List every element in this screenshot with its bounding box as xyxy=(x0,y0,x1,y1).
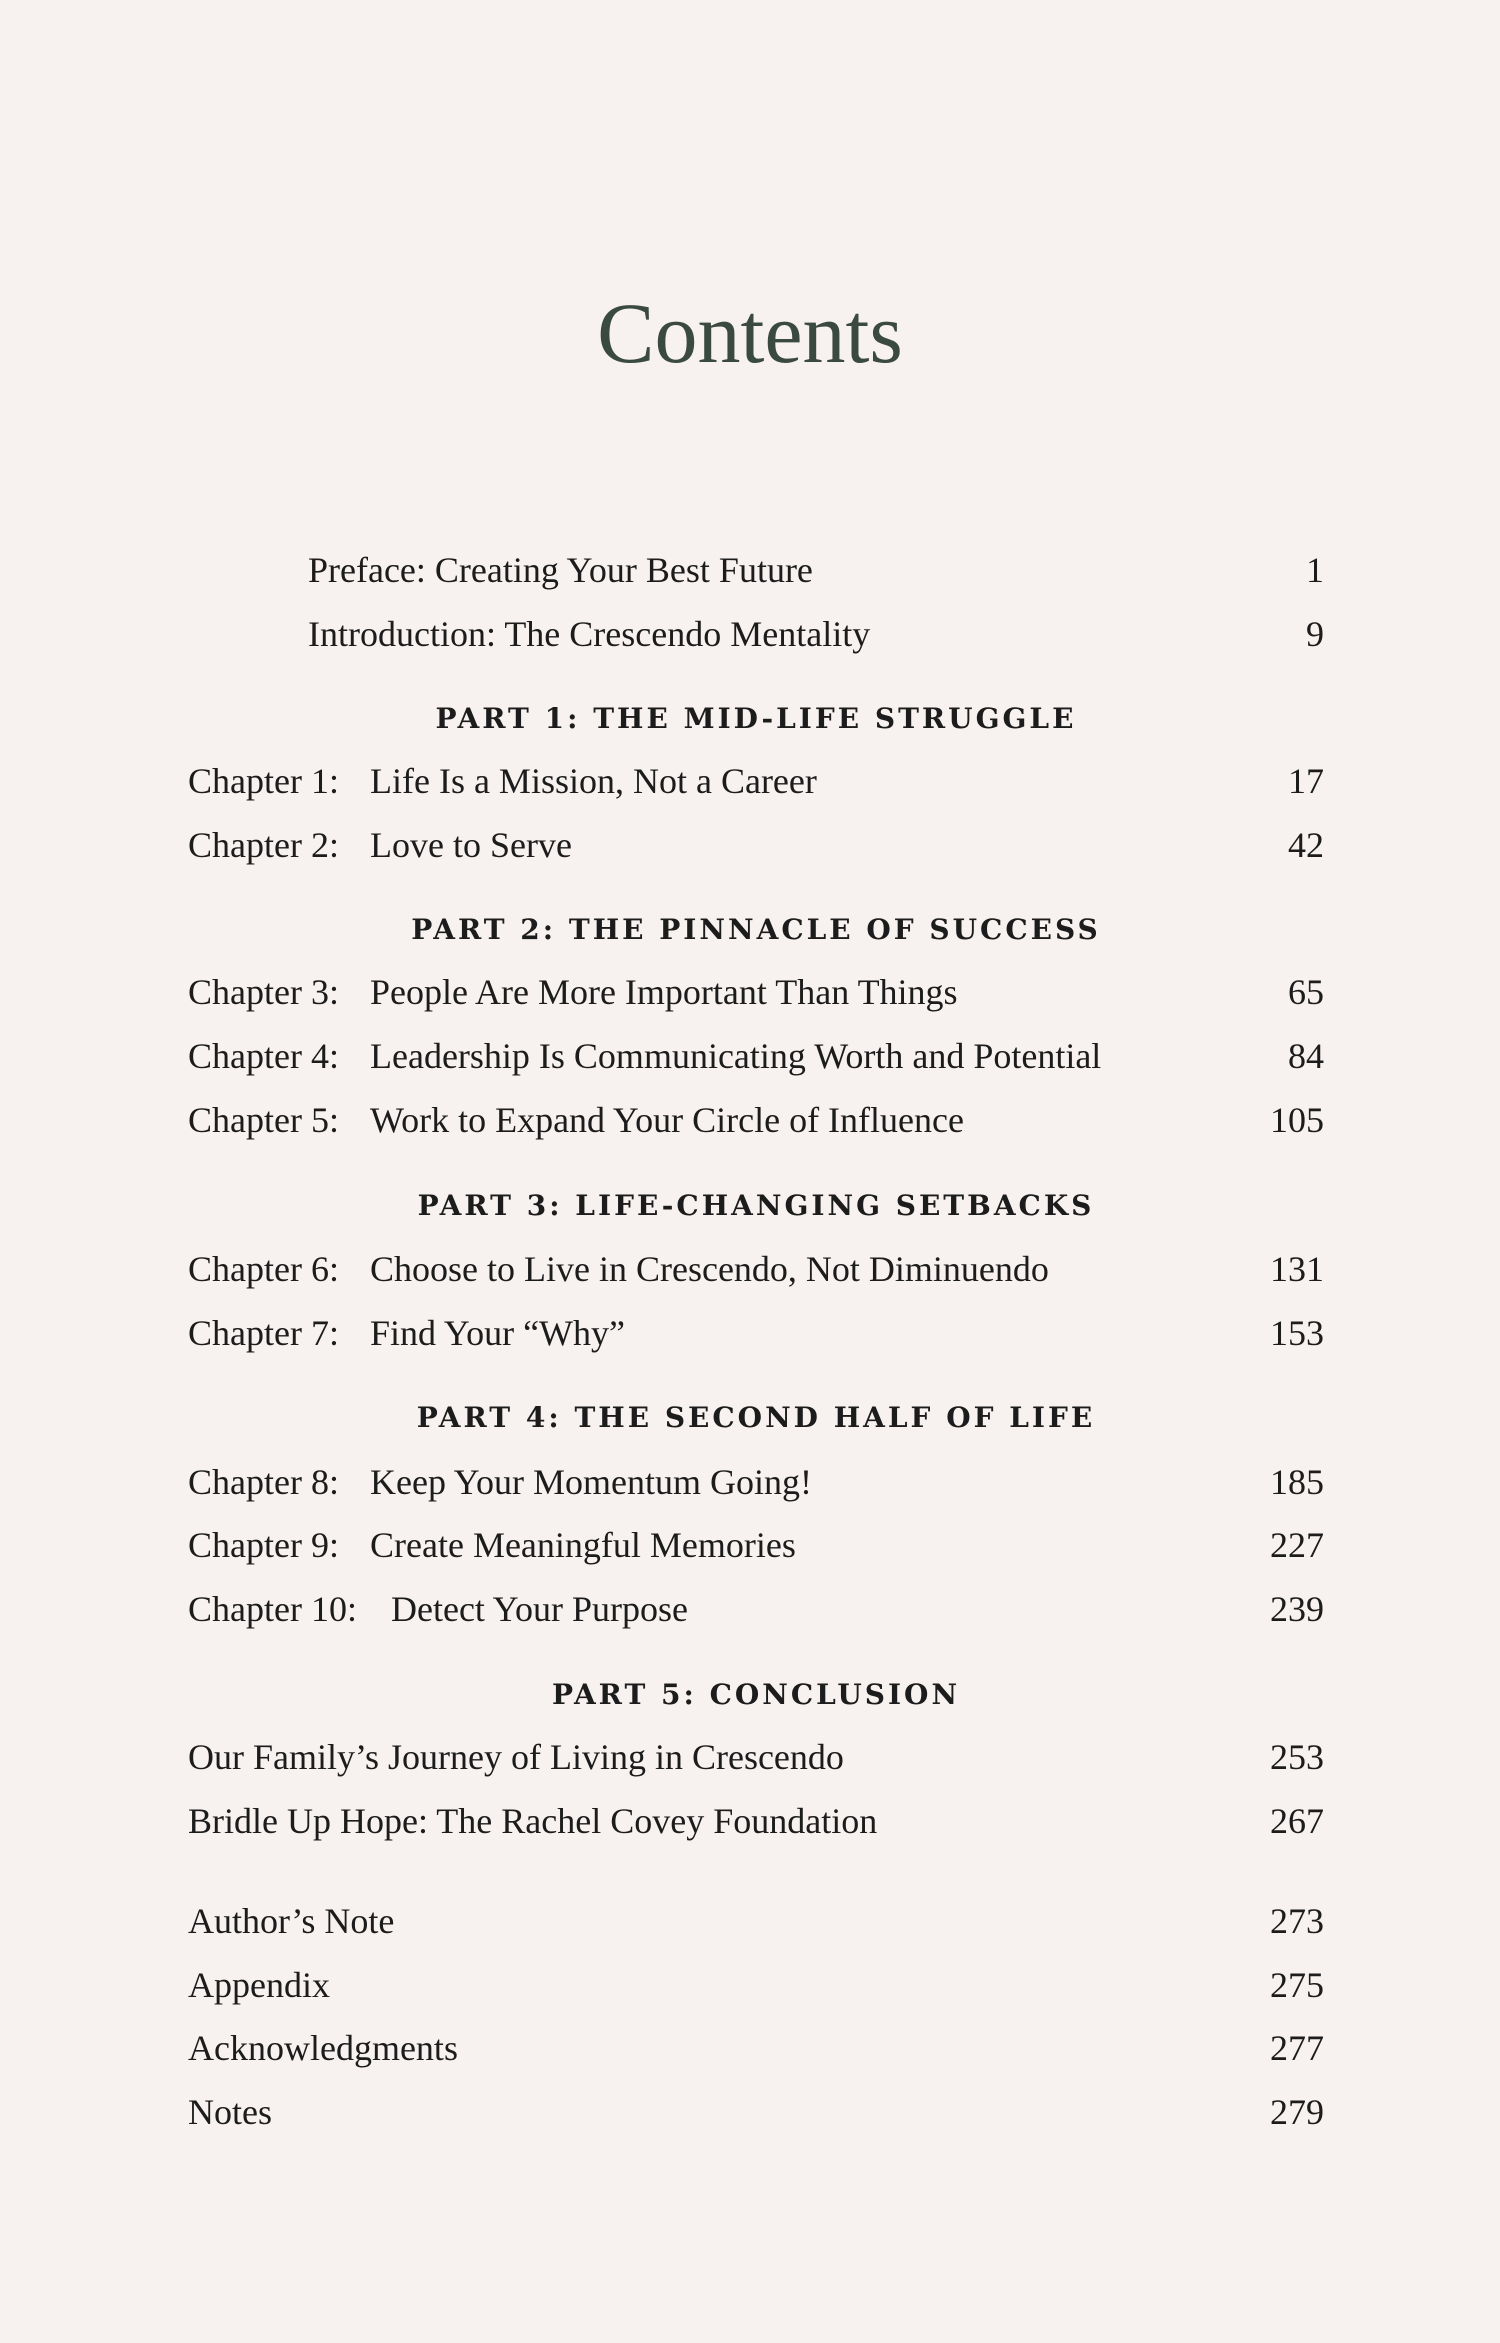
entry-page: 131 xyxy=(1270,1249,1324,1289)
part-heading-1: PART 1: THE MID-LIFE STRUGGLE xyxy=(435,702,1077,735)
toc-entry-chapter-3[interactable] xyxy=(188,967,1324,1017)
toc-entry-introduction[interactable] xyxy=(308,609,1324,659)
chapter-label: Chapter 9: xyxy=(188,1525,339,1565)
entry-title: Bridle Up Hope: The Rachel Covey Foundation xyxy=(188,1801,878,1841)
entry-title: Our Family’s Journey of Living in Crescendo xyxy=(188,1737,844,1777)
entry-title: Appendix xyxy=(188,1965,330,2005)
entry-page: 105 xyxy=(1270,1100,1324,1140)
toc-entry-chapter-6[interactable] xyxy=(188,1244,1324,1294)
entry-page: 227 xyxy=(1270,1525,1324,1565)
entry-title: Keep Your Momentum Going! xyxy=(370,1462,812,1502)
toc-entry-chapter-1[interactable] xyxy=(188,756,1324,806)
chapter-label: Chapter 7: xyxy=(188,1313,339,1353)
entry-page: 1 xyxy=(1306,550,1324,590)
toc-entry-chapter-9[interactable] xyxy=(188,1520,1324,1570)
page-title: Contents xyxy=(597,285,903,381)
toc-entry-authors-note[interactable] xyxy=(188,1896,1324,1946)
toc-entry-preface[interactable] xyxy=(308,545,1324,595)
toc-entry-family-journey[interactable] xyxy=(188,1732,1324,1782)
toc-entry-chapter-5[interactable] xyxy=(188,1095,1324,1145)
entry-title: People Are More Important Than Things xyxy=(370,972,958,1012)
entry-page: 239 xyxy=(1270,1589,1324,1629)
entry-page: 153 xyxy=(1270,1313,1324,1353)
entry-page: 275 xyxy=(1270,1965,1324,2005)
entry-page: 277 xyxy=(1270,2028,1324,2068)
chapter-label: Chapter 3: xyxy=(188,972,339,1012)
part-heading-3: PART 3: LIFE-CHANGING SETBACKS xyxy=(417,1189,1095,1222)
toc-entry-chapter-4[interactable] xyxy=(188,1031,1324,1081)
toc-entry-chapter-7[interactable] xyxy=(188,1308,1324,1358)
chapter-label: Chapter 2: xyxy=(188,825,339,865)
entry-title: Work to Expand Your Circle of Influence xyxy=(370,1100,964,1140)
entry-title: Create Meaningful Memories xyxy=(370,1525,796,1565)
entry-page: 84 xyxy=(1288,1036,1324,1076)
toc-entry-acknowledgments[interactable] xyxy=(188,2023,1324,2073)
toc-entry-appendix[interactable] xyxy=(188,1960,1324,2010)
chapter-label: Chapter 5: xyxy=(188,1100,339,1140)
entry-page: 267 xyxy=(1270,1801,1324,1841)
entry-title: Author’s Note xyxy=(188,1901,395,1941)
toc-entry-chapter-8[interactable] xyxy=(188,1457,1324,1507)
toc-entry-notes[interactable] xyxy=(188,2087,1324,2137)
entry-page: 9 xyxy=(1306,614,1324,654)
entry-page: 185 xyxy=(1270,1462,1324,1502)
part-heading-4: PART 4: THE SECOND HALF OF LIFE xyxy=(416,1401,1096,1434)
entry-title: Detect Your Purpose xyxy=(391,1589,688,1629)
chapter-label: Chapter 6: xyxy=(188,1249,339,1289)
toc-entry-bridle-up-hope[interactable] xyxy=(188,1796,1324,1846)
entry-title: Choose to Live in Crescendo, Not Diminuendo xyxy=(370,1249,1049,1289)
chapter-label: Chapter 1: xyxy=(188,761,339,801)
entry-page: 273 xyxy=(1270,1901,1324,1941)
entry-page: 65 xyxy=(1288,972,1324,1012)
chapter-label: Chapter 4: xyxy=(188,1036,339,1076)
entry-page: 17 xyxy=(1288,761,1324,801)
entry-title: Introduction: The Crescendo Mentality xyxy=(308,614,871,654)
toc-entry-chapter-2[interactable] xyxy=(188,820,1324,870)
entry-title: Love to Serve xyxy=(370,825,572,865)
entry-title: Life Is a Mission, Not a Career xyxy=(370,761,817,801)
entry-page: 279 xyxy=(1270,2092,1324,2132)
entry-page: 42 xyxy=(1288,825,1324,865)
entry-title: Find Your “Why” xyxy=(370,1313,626,1353)
entry-page: 253 xyxy=(1270,1737,1324,1777)
toc-entry-chapter-10[interactable] xyxy=(188,1584,1324,1634)
part-heading-2: PART 2: THE PINNACLE OF SUCCESS xyxy=(411,913,1101,946)
part-heading-5: PART 5: CONCLUSION xyxy=(551,1678,961,1711)
entry-title: Preface: Creating Your Best Future xyxy=(308,550,813,590)
entry-title: Acknowledgments xyxy=(188,2028,458,2068)
entry-title: Notes xyxy=(188,2092,272,2132)
entry-title: Leadership Is Communicating Worth and Potential xyxy=(370,1036,1102,1076)
chapter-label: Chapter 10: xyxy=(188,1589,357,1629)
chapter-label: Chapter 8: xyxy=(188,1462,339,1502)
